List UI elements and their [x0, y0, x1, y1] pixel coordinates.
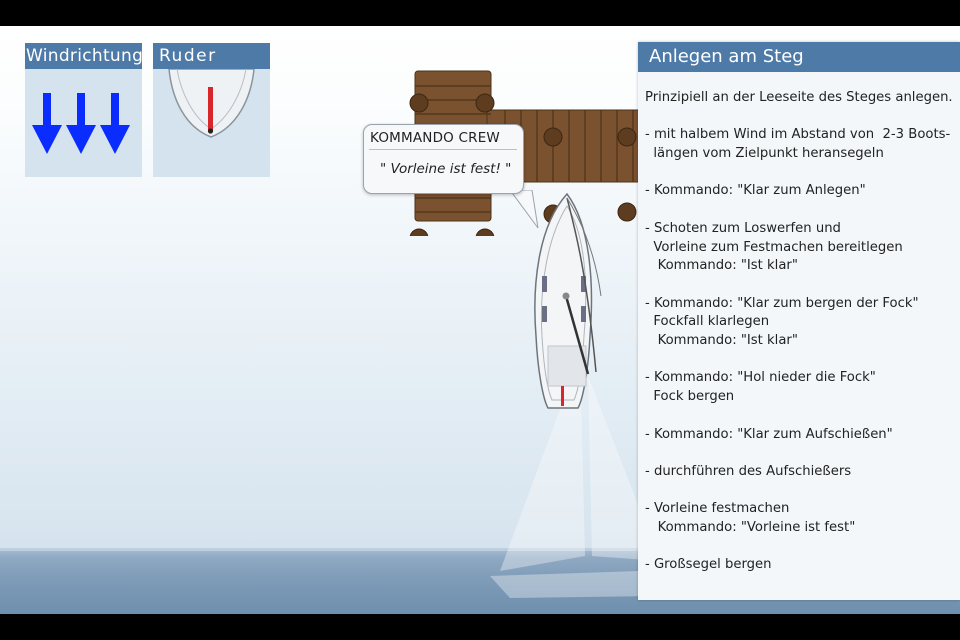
wind-direction-title: Windrichtung — [25, 43, 142, 69]
rudder-panel — [153, 43, 270, 177]
instruction-line: - Vorleine festmachen — [645, 501, 790, 517]
instruction-line: - Großsegel bergen — [645, 557, 772, 573]
speech-bubble-title: KOMMANDO CREW — [370, 130, 500, 146]
sailing-scene — [0, 26, 960, 614]
speech-bubble-quote: " Vorleine ist fest! " — [380, 161, 512, 177]
instruction-line: Kommando: "Ist klar" — [645, 333, 798, 349]
instruction-line: Vorleine zum Festmachen bereitlegen — [645, 239, 903, 255]
instruction-line: - durchführen des Aufschießers — [645, 463, 852, 479]
instruction-line: - Kommando: "Hol nieder die Fock" — [645, 370, 876, 386]
instructions-panel — [638, 42, 960, 600]
instructions-body — [645, 89, 957, 575]
instruction-line: längen vom Zielpunkt heransegeln — [645, 146, 884, 162]
instruction-line: - Kommando: "Klar zum Anlegen" — [645, 183, 866, 199]
instructions-title: Anlegen am Steg — [638, 42, 960, 72]
instruction-line: Prinzipiell an der Leeseite des Steges anlegen. — [645, 90, 953, 105]
sailboat-top-view — [526, 186, 608, 416]
instruction-line: Fock bergen — [645, 389, 735, 405]
speech-bubble-divider — [369, 149, 517, 150]
rudder-indicator-icon — [153, 69, 270, 139]
instruction-line: - Schoten zum Loswerfen und — [645, 220, 841, 236]
wind-arrows-down-icon — [31, 93, 137, 155]
wind-direction-panel — [25, 43, 142, 177]
rudder-title: Ruder — [153, 43, 270, 69]
instruction-line: Kommando: "Ist klar" — [645, 258, 798, 274]
instruction-line: - Kommando: "Klar zum Aufschießen" — [645, 426, 893, 442]
instruction-line: - Kommando: "Klar zum bergen der Fock" — [645, 295, 919, 311]
instruction-line: Fockfall klarlegen — [645, 314, 770, 330]
instruction-line: - mit halbem Wind im Abstand von 2-3 Boots- — [645, 127, 951, 143]
crew-command-speech-bubble — [363, 124, 524, 194]
instruction-line: Kommando: "Vorleine ist fest" — [645, 520, 856, 536]
